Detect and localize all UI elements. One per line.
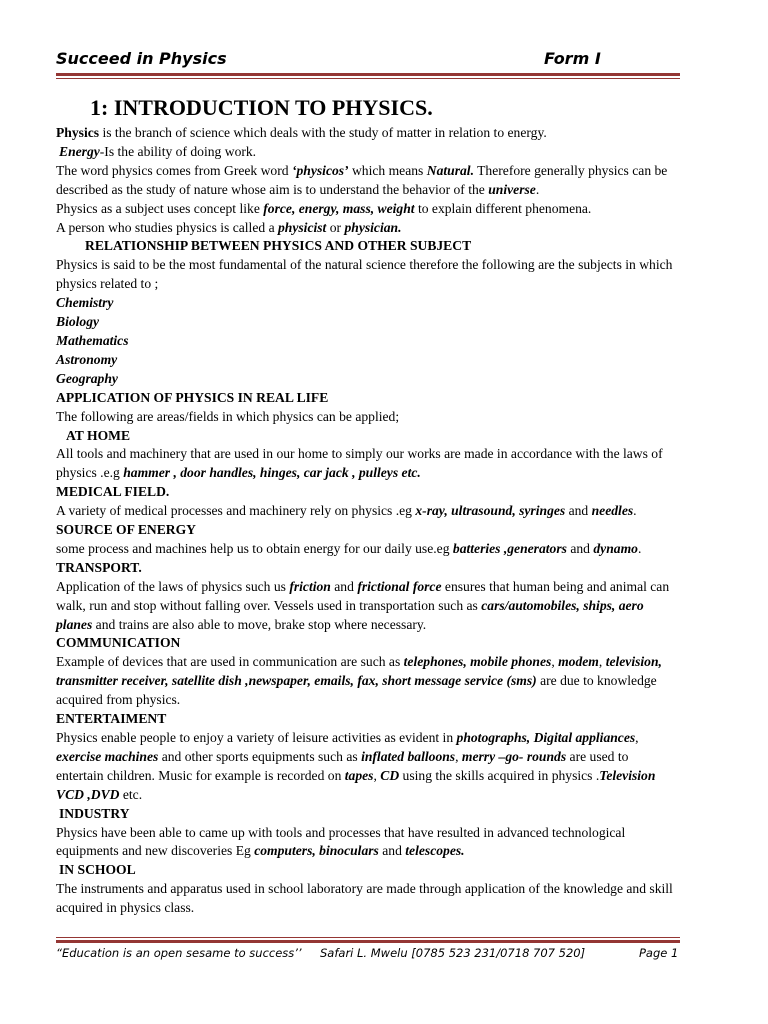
transport-heading: TRANSPORT. <box>56 559 142 575</box>
page-footer <box>56 945 680 963</box>
medical-text: A variety of medical processes and machinery rely on physics .eg x-ray, ultrasound, syringes and needles. <box>56 503 637 519</box>
concepts-paragraph: Physics as a subject uses concept like force, energy, mass, weight to explain different phenomena. <box>56 200 592 216</box>
header-form-level: Form I <box>544 49 601 68</box>
chapter-title: 1: INTRODUCTION TO PHYSICS. <box>90 95 433 120</box>
page-body <box>56 124 678 918</box>
relationship-heading: RELATIONSHIP BETWEEN PHYSICS AND OTHER SUBJECT <box>85 238 472 254</box>
subject-item: Chemistry <box>56 295 114 311</box>
industry-text: Physics have been able to came up with tools and processes that have resulted in advanced technological equipments and new discoveries Eg computers, binoculars and telescopes. <box>56 824 626 859</box>
entertainment-heading: ENTERTAIMENT <box>56 711 167 727</box>
subject-item: Astronomy <box>56 351 118 367</box>
application-text: The following are areas/fields in which physics can be applied; <box>56 408 400 424</box>
industry-heading: INDUSTRY <box>59 805 130 821</box>
footer-rule-thin <box>56 937 680 938</box>
header-book-title: Succeed in Physics <box>56 49 227 68</box>
energy-source-text: some process and machines help us to obtain energy for our daily use.eg batteries ,generators and dynamo. <box>56 540 642 556</box>
relationship-text: Physics is said to be the most fundamental of the natural science therefore the following are the subjects in which physics related to ; <box>56 257 673 292</box>
communication-heading: COMMUNICATION <box>56 635 181 651</box>
energy-source-heading: SOURCE OF ENERGY <box>56 522 196 538</box>
school-heading: IN SCHOOL <box>59 862 136 878</box>
subject-item: Biology <box>56 314 100 330</box>
subject-item: Mathematics <box>56 332 129 348</box>
footer-author: Safari L. Mwelu [0785 523 231/0718 707 520] <box>320 946 586 960</box>
transport-text: Application of the laws of physics such us friction and frictional force ensures that human being and animal can walk, run and stop without falling over. Vessels used in transportation such as cars/automobiles, ships, aero planes and trains are also able to move, brake stop where necessary. <box>56 578 670 632</box>
home-text: All tools and machinery that are used in our home to simply our works are made in accordance with the laws of physics .e.g hammer , door handles, hinges, car jack , pulleys etc. <box>56 446 663 481</box>
physics-definition: Physics is the branch of science which deals with the study of matter in relation to energy. <box>56 125 547 140</box>
footer-rule-thick <box>56 940 680 943</box>
header-rule-thick <box>56 73 680 76</box>
entertainment-text: Physics enable people to enjoy a variety of leisure activities as evident in photographs, Digital appliances, exercise machines and other sports equipments such as inflated balloons, merry –go- rounds are used to entertain children. Music for example is recorded on tapes, CD using the skills acquired in physics .Television VCD ,DVD etc. <box>56 730 656 802</box>
communication-text: Example of devices that are used in communication are such as telephones, mobile phones, modem, television, transmitter receiver, satellite dish ,newspaper, emails, fax, short message service (sms) are due to knowledge acquired from physics. <box>56 654 662 708</box>
application-heading: APPLICATION OF PHYSICS IN REAL LIFE <box>56 389 329 405</box>
physicist-paragraph: A person who studies physics is called a physicist or physician. <box>56 219 402 235</box>
page-number: Page 1 <box>639 946 679 960</box>
home-heading: AT HOME <box>66 427 131 443</box>
medical-heading: MEDICAL FIELD. <box>56 484 170 500</box>
school-text: The instruments and apparatus used in school laboratory are made through application of the knowledge and skill acquired in physics class. <box>56 881 673 916</box>
word-origin-paragraph: The word physics comes from Greek word ‘physicos’ which means Natural. Therefore generally physics can be described as the study of nature whose aim is to understand the behavior of the universe. <box>56 162 668 197</box>
header-rule-thin <box>56 78 680 79</box>
footer-quote: “Education is an open sesame to success’’ <box>56 946 302 960</box>
energy-definition: Energy-Is the ability of doing work. <box>59 143 257 159</box>
subject-item: Geography <box>56 370 118 386</box>
page-header <box>56 47 678 71</box>
